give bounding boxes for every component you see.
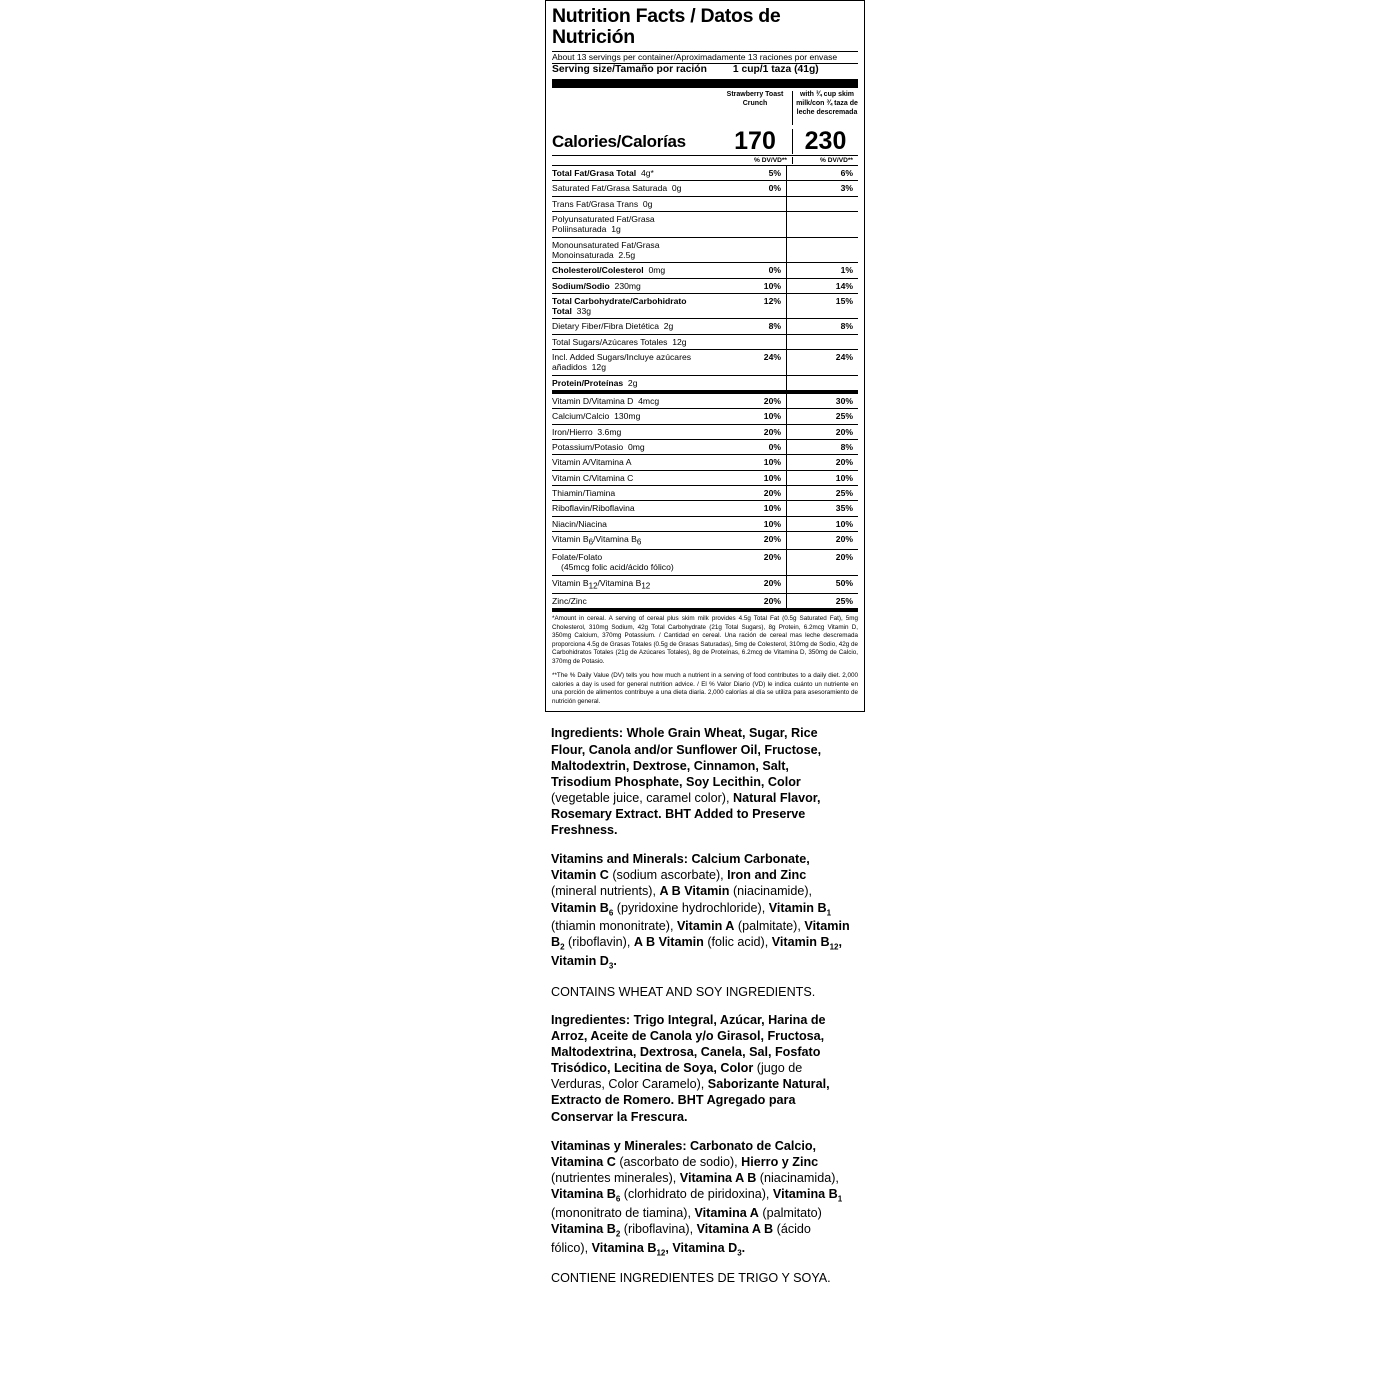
micronutrient-row	[552, 550, 858, 576]
vitamin-fragment: (nutrientes minerales),	[551, 1170, 680, 1185]
micronutrient-dv-cereal: 20%	[707, 485, 787, 500]
vitamin-fragment: Hierro y Zinc	[741, 1154, 819, 1169]
vitamin-fragment: Vitamina A B	[696, 1221, 774, 1236]
vitamin-fragment: (ascorbato de sodio),	[615, 1154, 742, 1169]
micronutrient-dv-with-milk: 25%	[787, 594, 859, 609]
nutrient-dv-with-milk: 24%	[787, 350, 859, 376]
nutrient-dv-with-milk: 14%	[787, 278, 859, 293]
micronutrient-dv-cereal: 20%	[707, 550, 787, 576]
ingredients-spanish	[551, 999, 851, 1125]
micronutrient-dv-cereal: 10%	[707, 455, 787, 470]
micronutrient-dv-with-milk: 20%	[787, 455, 859, 470]
nutrient-name: Sodium/Sodio 230mg	[552, 278, 707, 293]
micronutrient-dv-cereal: 20%	[707, 594, 787, 609]
nutrient-dv-with-milk	[787, 237, 859, 263]
nutrient-dv-cereal	[707, 196, 787, 211]
micronutrient-name: Vitamin D/Vitamina D 4mcg	[552, 396, 660, 407]
vitamin-fragment: Calcium Carbonate, Vitamin C	[551, 852, 810, 883]
nutrient-dv-cereal: 0%	[707, 181, 787, 196]
column-a-header: Strawberry Toast Crunch	[726, 91, 784, 107]
thick-rule-top	[552, 79, 858, 88]
nutrient-dv-cereal: 0%	[707, 263, 787, 278]
nutrient-dv-with-milk	[787, 334, 859, 349]
calories-label: Calories/Calorías	[552, 132, 686, 152]
nutrient-dv-with-milk	[787, 211, 859, 237]
vitamin-fragment: (ácido fólico),	[551, 1221, 811, 1255]
vitamin-fragment: A B Vitamin	[633, 935, 704, 950]
micronutrient-row	[552, 485, 858, 500]
nutrient-name: Monounsaturated Fat/Grasa Monoinsaturada 2.5g	[552, 237, 707, 263]
nutrient-row	[552, 319, 858, 334]
servings-per-container: About 13 servings per container/Aproximadamente 13 raciones por envase	[552, 51, 838, 62]
ingredients-es-bold-1: Trigo Integral, Azúcar, Harina de Arroz, Aceite de Canola y/o Girasol, Fructosa, Maltodextrina, Dextrosa, Canela, Sal, Fosfato Trisódico, Lecitina de Soya, Color	[551, 1012, 826, 1076]
vitamin-fragment: (thiamin mononitrate),	[551, 919, 677, 934]
ingredients-es-bold-2: Saborizante Natural, Extracto de Romero. BHT Agregado para Conservar la Frescura.	[551, 1077, 830, 1124]
calories-value-cereal: 170	[734, 127, 776, 156]
vitamin-fragment: (riboflavin),	[564, 935, 634, 950]
vitamin-fragment: Vitamin $B_6$	[551, 900, 614, 918]
ingredients-es-plain-1: (jugo de Verduras, Color Caramelo),	[551, 1061, 803, 1092]
nutrient-row	[552, 196, 858, 211]
nutrient-dv-with-milk: 8%	[787, 319, 859, 334]
vitamin-fragment: (palmitate),	[734, 919, 805, 934]
micronutrient-row	[552, 594, 858, 609]
nutrient-row	[552, 263, 858, 278]
column-b-header: with ¾ cup skim milk/con ¾ taza de leche descremada	[792, 91, 858, 125]
vitamin-fragment: (folic acid),	[703, 935, 772, 950]
micronutrient-name: Zinc/Zinc	[552, 594, 707, 609]
vitamin-fragment: Vitamin A	[677, 919, 735, 934]
vitamin-fragment: Vitamina A	[694, 1205, 759, 1220]
micronutrient-dv-with-milk: 10%	[787, 470, 859, 485]
vitamin-fragment: (sodium ascorbate),	[608, 868, 728, 883]
nutrient-row	[552, 293, 858, 319]
micronutrient-dv-cereal: 10%	[707, 501, 787, 516]
column-headers	[552, 88, 858, 125]
micronutrient-row	[552, 575, 858, 593]
vitamin-fragment: (riboflavina),	[620, 1221, 697, 1236]
nutrient-row	[552, 278, 858, 293]
vitamin-fragment: Vitamin $B_1$	[768, 900, 832, 918]
micronutrient-row	[552, 516, 858, 531]
nutrient-dv-cereal: 10%	[707, 278, 787, 293]
nutrient-name: Cholesterol/Colesterol 0mg	[552, 263, 707, 278]
nutrient-name: Trans Fat/Grasa Trans 0g	[552, 196, 707, 211]
nutrient-name: Dietary Fiber/Fibra Dietética 2g	[552, 319, 707, 334]
nutrient-dv-with-milk: 1%	[787, 263, 859, 278]
nutrient-dv-cereal: 8%	[707, 319, 787, 334]
micronutrient-dv-with-milk: 20%	[787, 424, 859, 439]
micronutrient-row	[552, 409, 858, 424]
dv-header-cereal: % DV/VD**	[754, 157, 787, 165]
nutrient-row	[552, 181, 858, 196]
vitamin-fragment: Vitamina $B_2$	[551, 1221, 621, 1239]
vitamin-fragment: (mononitrato de tiamina),	[551, 1205, 695, 1220]
micronutrient-dv-cereal: 10%	[707, 409, 787, 424]
ingredients-en-heading: Ingredients:	[551, 726, 624, 741]
micronutrient-row	[552, 531, 858, 549]
vitamin-fragment: A B Vitamin	[659, 884, 730, 899]
micronutrient-name: Iron/Hierro 3.6mg	[552, 424, 707, 439]
nutrient-dv-cereal: 5%	[707, 166, 787, 181]
nutrient-dv-cereal	[707, 237, 787, 263]
nutrient-name: Total Fat/Grasa Total 4g*	[552, 166, 707, 181]
footnote-amount-in-cereal: *Amount in cereal. A serving of cereal plus skim milk provides 4.5g Total Fat (0.5g Saturated Fat), 5mg Cholesterol, 310mg Sodium, 42g Total Carbohydrate (21g Total Sugars), 8g Protein, 6.2mcg Vitamin D, 350mg Calcium, 370mg Potassium. / Cantidad en cereal. Una ración de cereal mas leche descremada proporciona 4.5g de Grasas Totales (0.5g de Grasas Saturadas), 5mg de Colesterol, 310mg de Sodio, 42g de Carbohidratos Totales (21g de Azúcares Totales), 8g de Proteínas, 6.2mcg de Vitamina D, 350mg de Calcio, 370mg de Potasio.	[552, 615, 858, 665]
micronutrient-dv-cereal: 20%	[707, 531, 787, 549]
vitamin-fragment: (pyridoxine hydrochloride),	[613, 900, 769, 915]
allergen-statement-spanish: CONTIENE INGREDIENTES DE TRIGO Y SOYA.	[551, 1271, 831, 1286]
micronutrient-name: Thiamin/Tiamina	[552, 485, 707, 500]
allergen-statement-english: CONTAINS WHEAT AND SOY INGREDIENTS.	[551, 984, 816, 999]
vitamin-fragment: (niacinamide),	[729, 884, 813, 899]
micronutrient-dv-with-milk: 20%	[787, 531, 859, 549]
serving-size-row	[552, 64, 858, 79]
micronutrient-dv-cereal: 10%	[707, 516, 787, 531]
nutrient-name: Polyunsaturated Fat/Grasa Poliinsaturada 1g	[552, 211, 707, 237]
vitamin-fragment: Vitamin $B_2$	[551, 919, 850, 952]
micronutrient-dv-with-milk: 10%	[787, 516, 859, 531]
micronutrient-name: Vitamin $B_{12}$/Vitamina $B_{12}$	[552, 575, 707, 593]
ingredients-es-heading: Ingredientes:	[551, 1012, 631, 1027]
nutrient-dv-with-milk	[787, 375, 859, 390]
ingredients-en-bold-1: Whole Grain Wheat, Sugar, Rice Flour, Canola and/or Sunflower Oil, Fructose, Maltodextrin, Dextrose, Cinnamon, Salt, Trisodium Phosphate, Soy Lecithin, Color	[551, 726, 822, 789]
nutrient-row	[552, 375, 858, 390]
nutrient-row	[552, 334, 858, 349]
nutrient-dv-cereal: 12%	[707, 293, 787, 319]
nutrient-dv-cereal	[707, 375, 787, 390]
micronutrient-dv-with-milk: 8%	[787, 439, 859, 454]
micronutrient-dv-with-milk: 30%	[787, 394, 859, 409]
footnote-daily-value: **The % Daily Value (DV) tells you how much a nutrient in a serving of food contributes to a daily diet. 2,000 calories a day is used for general nutrition advice. / El % Valor Diario (VD) le indica cuánto un nutriente en una porción de alimentos contribuye a una dieta diaria. 2,000 calorías al día se utiliza para asesoramiento de nutrición general.	[552, 672, 858, 705]
vitamin-fragment: Iron and Zinc	[727, 868, 807, 883]
calories-row	[552, 125, 858, 155]
nutrient-row	[552, 350, 858, 376]
micronutrient-dv-with-milk: 25%	[787, 409, 859, 424]
micronutrient-name: Calcium/Calcio 130mg	[552, 409, 707, 424]
vitamin-fragment: (niacinamida),	[756, 1170, 839, 1185]
micronutrient-dv-cereal: 20%	[707, 575, 787, 593]
micronutrient-dv-cereal: 0%	[707, 439, 787, 454]
nutrient-dv-cereal	[707, 334, 787, 349]
nutrient-name: Total Sugars/Azúcares Totales 12g	[552, 334, 707, 349]
vitamins-en-heading: Vitamins and Minerals:	[551, 852, 688, 867]
micronutrient-name: Riboflavin/Riboflavina	[552, 501, 707, 516]
vitamin-fragment: Vitamin $B_{12}$, Vitamin $D_3$.	[551, 935, 842, 971]
micronutrient-row	[552, 470, 858, 485]
micronutrient-row	[552, 501, 858, 516]
vitamins-es-heading: Vitaminas y Minerales:	[551, 1138, 687, 1153]
vitamin-fragment: (palmitato)	[758, 1205, 822, 1220]
micronutrient-row	[552, 439, 858, 454]
ingredients-en-bold-2: Natural Flavor, Rosemary Extract. BHT Added to Preserve Freshness.	[551, 790, 821, 838]
nutrient-dv-cereal: 24%	[707, 350, 787, 376]
dv-header-with-milk: % DV/VD**	[792, 157, 858, 164]
vitamin-fragment: (mineral nutrients),	[551, 884, 660, 899]
vitamins-spanish	[551, 1125, 851, 1259]
daily-value-header	[552, 156, 858, 165]
micronutrient-dv-with-milk: 35%	[787, 501, 859, 516]
nutrient-dv-with-milk: 3%	[787, 181, 859, 196]
macronutrient-table	[552, 165, 858, 390]
ingredients-english	[551, 712, 851, 838]
vitamin-fragment: Vitamina A B	[679, 1170, 757, 1185]
micronutrient-name: Vitamin $B_6$/Vitamina $B_6$	[552, 531, 707, 549]
nutrition-facts-panel	[545, 0, 865, 712]
serving-size-value: 1 cup/1 taza (41g)	[732, 64, 819, 76]
nutrient-name: Protein/Proteínas 2g	[552, 375, 707, 390]
nutrient-row	[552, 237, 858, 263]
panel-title: Nutrition Facts / Datos de Nutrición	[552, 5, 781, 49]
nutrient-dv-cereal	[707, 211, 787, 237]
calories-value-with-milk: 230	[792, 129, 858, 154]
nutrient-row	[552, 211, 858, 237]
vitamin-fragment: Vitamina $B_6$	[551, 1186, 621, 1204]
nutrient-dv-with-milk: 15%	[787, 293, 859, 319]
micronutrient-name: Folate/Folato (45mcg folic acid/ácido fólico)	[552, 550, 707, 576]
micronutrient-dv-with-milk: 20%	[787, 550, 859, 576]
micronutrient-name: Niacin/Niacina	[552, 516, 707, 531]
micronutrient-row	[552, 455, 858, 470]
micronutrient-dv-with-milk: 25%	[787, 485, 859, 500]
micronutrient-table	[552, 394, 858, 608]
nutrient-name: Saturated Fat/Grasa Saturada 0g	[552, 181, 707, 196]
vitamin-fragment: Carbonato de Calcio, Vitamina C	[551, 1138, 817, 1169]
micronutrient-name: Potassium/Potasio 0mg	[552, 439, 707, 454]
vitamin-fragment: Vitamina $B_{12}$, Vitamina $D_3$.	[591, 1240, 746, 1258]
nutrient-name: Total Carbohydrate/Carbohidrato Total 33g	[552, 293, 707, 319]
label-page	[545, 0, 865, 1285]
vitamin-fragment: Vitamina $B_1$	[772, 1186, 843, 1204]
micronutrient-name: Vitamin C/Vitamina C	[552, 470, 707, 485]
vitamin-fragment: (clorhidrato de piridoxina),	[620, 1186, 773, 1201]
micronutrient-row	[552, 394, 858, 409]
micronutrient-dv-cereal: 20%	[707, 424, 787, 439]
nutrient-name: Incl. Added Sugars/Incluye azúcares añadidos 12g	[552, 350, 707, 376]
micronutrient-dv-cereal: 20%	[763, 396, 781, 407]
vitamins-english	[551, 838, 851, 972]
nutrient-dv-with-milk	[787, 196, 859, 211]
micronutrient-dv-with-milk: 50%	[787, 575, 859, 593]
nutrient-row	[552, 166, 858, 181]
micronutrient-dv-cereal: 10%	[707, 470, 787, 485]
micronutrient-row	[552, 424, 858, 439]
micronutrient-name: Vitamin A/Vitamina A	[552, 455, 707, 470]
ingredients-en-plain-1: (vegetable juice, caramel color),	[551, 790, 733, 805]
serving-size-label: Serving size/Tamaño por ración	[552, 64, 707, 76]
nutrient-dv-with-milk: 6%	[787, 166, 859, 181]
